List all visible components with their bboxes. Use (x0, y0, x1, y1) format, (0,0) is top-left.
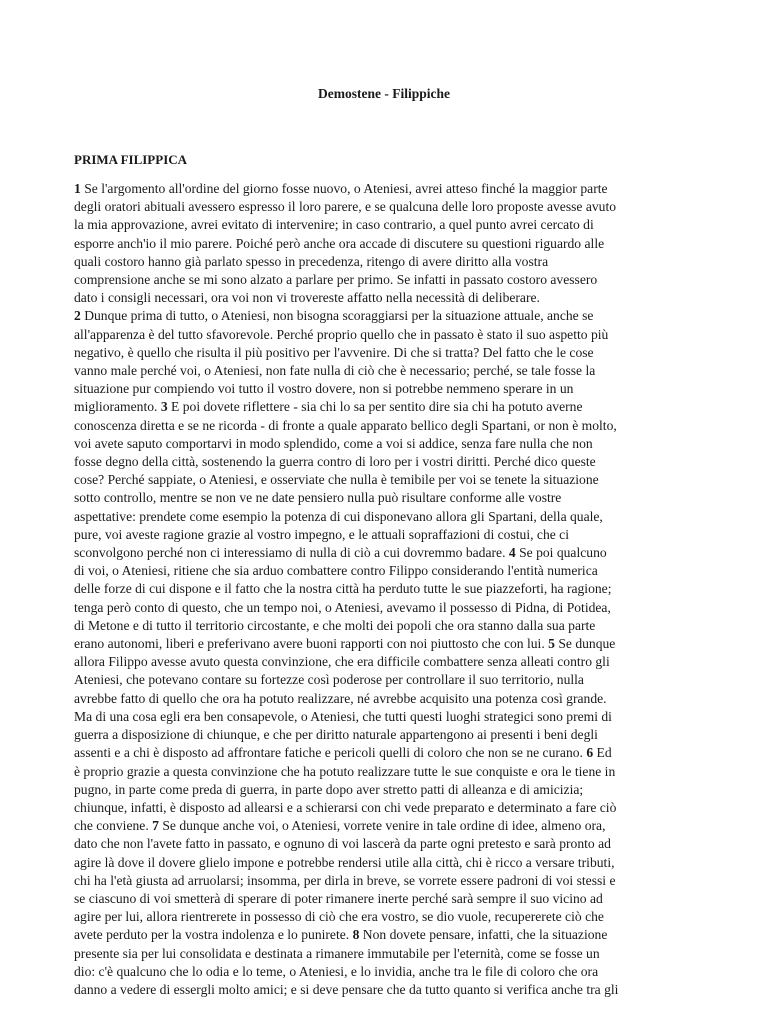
line-text: presente sia per lui consolidata e destinata a rimanere immutabile per l'eternità, come se fosse un (74, 945, 600, 961)
line-text: avrebbe fatto di quello che ora ha potuto realizzare, né avrebbe acquisito una potenza così grande. (74, 690, 607, 706)
line-text: chi ha l'età giusta ad arruolarsi; insomma, per dirla in breve, se vorrete essere padroni di voi stessi e (74, 872, 616, 888)
line-text: cose? Perché sappiate, o Ateniesi, e osserviate che nulla è temibile per voi se tenete la situazione (74, 472, 599, 488)
text-line (74, 471, 698, 489)
line-text: se ciascuno di voi smetterà di sperare di poter rimanere inerte perché sarà sempre il suo vicino ad (74, 890, 603, 906)
text-line (74, 890, 698, 908)
line-text: agire per lui, allora rientrerete in possesso di ciò che era vostro, se dio vuole, recupererete ciò che (74, 909, 604, 925)
text-line (74, 653, 698, 671)
text-line (74, 380, 698, 398)
text-line (74, 544, 698, 562)
text-line (74, 708, 698, 726)
line-text: aspettative: prendete come esempio la potenza di cui disponevano allora gli Spartani, della quale, (74, 508, 603, 524)
line-text: esporre anch'io il mio parere. Poiché però anche ora accade di discutere su questioni riguardo alle (74, 235, 605, 251)
line-text: allora Filippo avesse avuto questa convinzione, che era difficile combattere senza alleati contro gli (74, 654, 610, 670)
line-text: E poi dovete riflettere - sia chi lo sa per sentito dire sia chi ha potuto averne (167, 399, 583, 415)
section-heading: PRIMA FILIPPICA (74, 152, 188, 167)
text-line (74, 216, 698, 234)
line-text: la mia approvazione, avrei evitato di intervenire; in caso contrario, a quel punto avrei cercato di (74, 217, 594, 233)
line-text: delle forze di cui dispone e il fatto che la nostra città ha perduto tutte le sue piazzeforti, ha ragione; (74, 581, 612, 597)
text-line (74, 872, 698, 890)
text-line (74, 981, 698, 999)
paragraph-number: 3 (160, 399, 168, 415)
text-line (74, 508, 698, 526)
text-line (74, 235, 698, 253)
line-text: degli oratori abituali avessero espresso il loro parere, e se qualcuna delle loro proposte avesse avuto (74, 199, 617, 215)
line-text: quali costoro hanno già parlato spesso in precedenza, ritengo di avere diritto alla vostra (74, 253, 549, 269)
text-line (74, 799, 698, 817)
line-text: pugno, in parte come preda di guerra, in parte dopo aver stretto patti di alleanza e di amicizia; (74, 781, 584, 797)
line-text: Se l'argomento all'ordine del giorno fosse nuovo, o Ateniesi, avrei atteso finché la maggior parte (80, 181, 608, 196)
paragraph-number: 8 (352, 927, 360, 943)
text-line (74, 763, 698, 781)
text-line (74, 344, 698, 362)
line-text: Non dovete pensare, infatti, che la situazione (359, 927, 608, 943)
text-line (74, 289, 698, 307)
text-line (74, 180, 698, 198)
text-line (74, 726, 698, 744)
text-line (74, 453, 698, 471)
text-line (74, 835, 698, 853)
text-line (74, 617, 698, 635)
line-text-before-number: avete perduto per la vostra indolenza e lo punirete. (74, 927, 353, 943)
line-text-before-number: miglioramento. (74, 399, 161, 415)
line-text: dio: c'è qualcuno che lo odia e lo teme, o Ateniesi, e lo invidia, anche tra le file di coloro che ora (74, 963, 599, 979)
line-text: sotto controllo, mentre se non ve ne date pensiero nulla può risultare conforme alle vostre (74, 490, 562, 506)
text-line (74, 398, 698, 416)
line-text-before-number: che conviene. (74, 818, 153, 834)
line-text: comprensione anche se mi sono alzato a parlare per primo. Se infatti in passato costoro avessero (74, 272, 598, 288)
line-text: agire là dove il dovere glielo impone e potrebbe rendersi utile alla città, chi è ricco a versare tributi, (74, 854, 615, 870)
text-line (74, 671, 698, 689)
text-line (74, 489, 698, 507)
paragraph-number: 7 (152, 818, 159, 834)
line-text: dato i consigli necessari, ora voi non vi trovereste affatto nella necessità di deliberare. (74, 290, 540, 306)
line-text: negativo, è quello che risulta il più positivo per l'avvenire. Di che si tratta? Del fatto che le cose (74, 344, 594, 360)
text-line (74, 599, 698, 617)
text-line (74, 435, 698, 453)
text-line (74, 817, 698, 835)
document-title: Demostene - Filippiche (318, 86, 450, 101)
text-line (74, 271, 698, 289)
text-line (74, 635, 698, 653)
line-text: all'apparenza è del tutto sfavorevole. Perché proprio quello che in passato è stato il suo aspetto più (74, 326, 609, 342)
text-line (74, 562, 698, 580)
line-text: Ma di una cosa egli era ben consapevole, o Ateniesi, che tutti questi luoghi strategici sono premi di (74, 708, 612, 724)
line-text: situazione pur compiendo voi tutto il vostro dovere, non si potrebbe nemmeno sperare in un (74, 381, 574, 397)
line-text: guerra a disposizione di chiunque, e che per diritto naturale appartengono ai presenti i beni degli (74, 727, 598, 743)
line-text: pure, voi aveste ragione grazie al vostro impegno, e le attuali sopraffazioni di costui, che ci (74, 526, 569, 542)
text-line (74, 417, 698, 435)
line-text: conoscenza diretta e se ne ricorda - di fronte a quale apparato bellico degli Spartani, or non è molto, (74, 417, 617, 433)
body-text (74, 180, 698, 999)
line-text: dato che non l'avete fatto in passato, e ognuno di voi lascerà da parte ogni pretesto e sarà pronto ad (74, 836, 611, 852)
line-text: chiunque, infatti, è disposto ad allearsi e a schierarsi con chi vede preparato e determinato a fare ciò (74, 799, 617, 815)
line-text: Ed (593, 745, 612, 761)
paragraph-number: 6 (586, 745, 594, 761)
text-line (74, 945, 698, 963)
line-text: fosse degno della città, sostenendo la guerra contro di loro per i vostri diritti. Perché dico queste (74, 454, 596, 470)
text-line (74, 854, 698, 872)
text-line (74, 908, 698, 926)
line-text: Se dunque anche voi, o Ateniesi, vorrete venire in tale ordine di idee, almeno ora, (158, 818, 606, 834)
text-line (74, 580, 698, 598)
line-text: voi avete saputo comportarvi in modo splendido, come a voi si addice, senza fare nulla che non (74, 435, 593, 451)
line-text-before-number: sconvolgono perché non ci interessiamo di nulla di ciò a cui dovremmo badare. (74, 545, 509, 561)
text-line (74, 690, 698, 708)
text-line (74, 362, 698, 380)
text-line (74, 526, 698, 544)
text-line (74, 744, 698, 762)
line-text-before-number: assenti e a chi è disposto ad affrontare fatiche e pericoli quelli di coloro che non se ne curano. (74, 745, 587, 761)
line-text: di Metone e di tutto il territorio circostante, e che molti dei popoli che ora stanno dalla sua parte (74, 617, 596, 633)
paragraph-number: 2 (74, 308, 81, 324)
line-text: di voi, o Ateniesi, ritiene che sia arduo combattere contro Filippo considerando l'entità numerica (74, 563, 598, 579)
text-line (74, 963, 698, 981)
line-text: tenga però conto di questo, che un tempo noi, o Ateniesi, avevamo il possesso di Pidna, di Potidea, (74, 599, 611, 615)
text-line (74, 198, 698, 216)
text-line (74, 307, 698, 325)
text-line (74, 781, 698, 799)
paragraph-number: 4 (508, 545, 516, 561)
line-text: Dunque prima di tutto, o Ateniesi, non bisogna scoraggiarsi per la situazione attuale, anche se (80, 308, 594, 324)
text-line (74, 326, 698, 344)
line-text: Se dunque (554, 636, 616, 652)
line-text-before-number: erano autonomi, liberi e preferivano avere buoni rapporti con noi piuttosto che con lui. (74, 636, 549, 652)
line-text: danno a vedere di essergli molto amici; e si deve pensare che da tutto quanto si verifica anche tra gli (74, 981, 619, 997)
line-text: Ateniesi, che potevano contare su fortezze così poderose per controllare il suo territorio, nulla (74, 672, 584, 688)
line-text: è proprio grazie a questa convinzione che ha potuto realizzare tutte le sue conquiste e ora le tiene in (74, 763, 616, 779)
line-text: vanno male perché voi, o Ateniesi, non fate nulla di ciò che è necessario; perché, se tale fosse la (74, 363, 596, 379)
paragraph-number: 5 (548, 636, 555, 652)
paragraph-number: 1 (74, 181, 81, 196)
text-line (74, 253, 698, 271)
line-text: Se poi qualcuno (515, 545, 607, 561)
text-line (74, 926, 698, 944)
